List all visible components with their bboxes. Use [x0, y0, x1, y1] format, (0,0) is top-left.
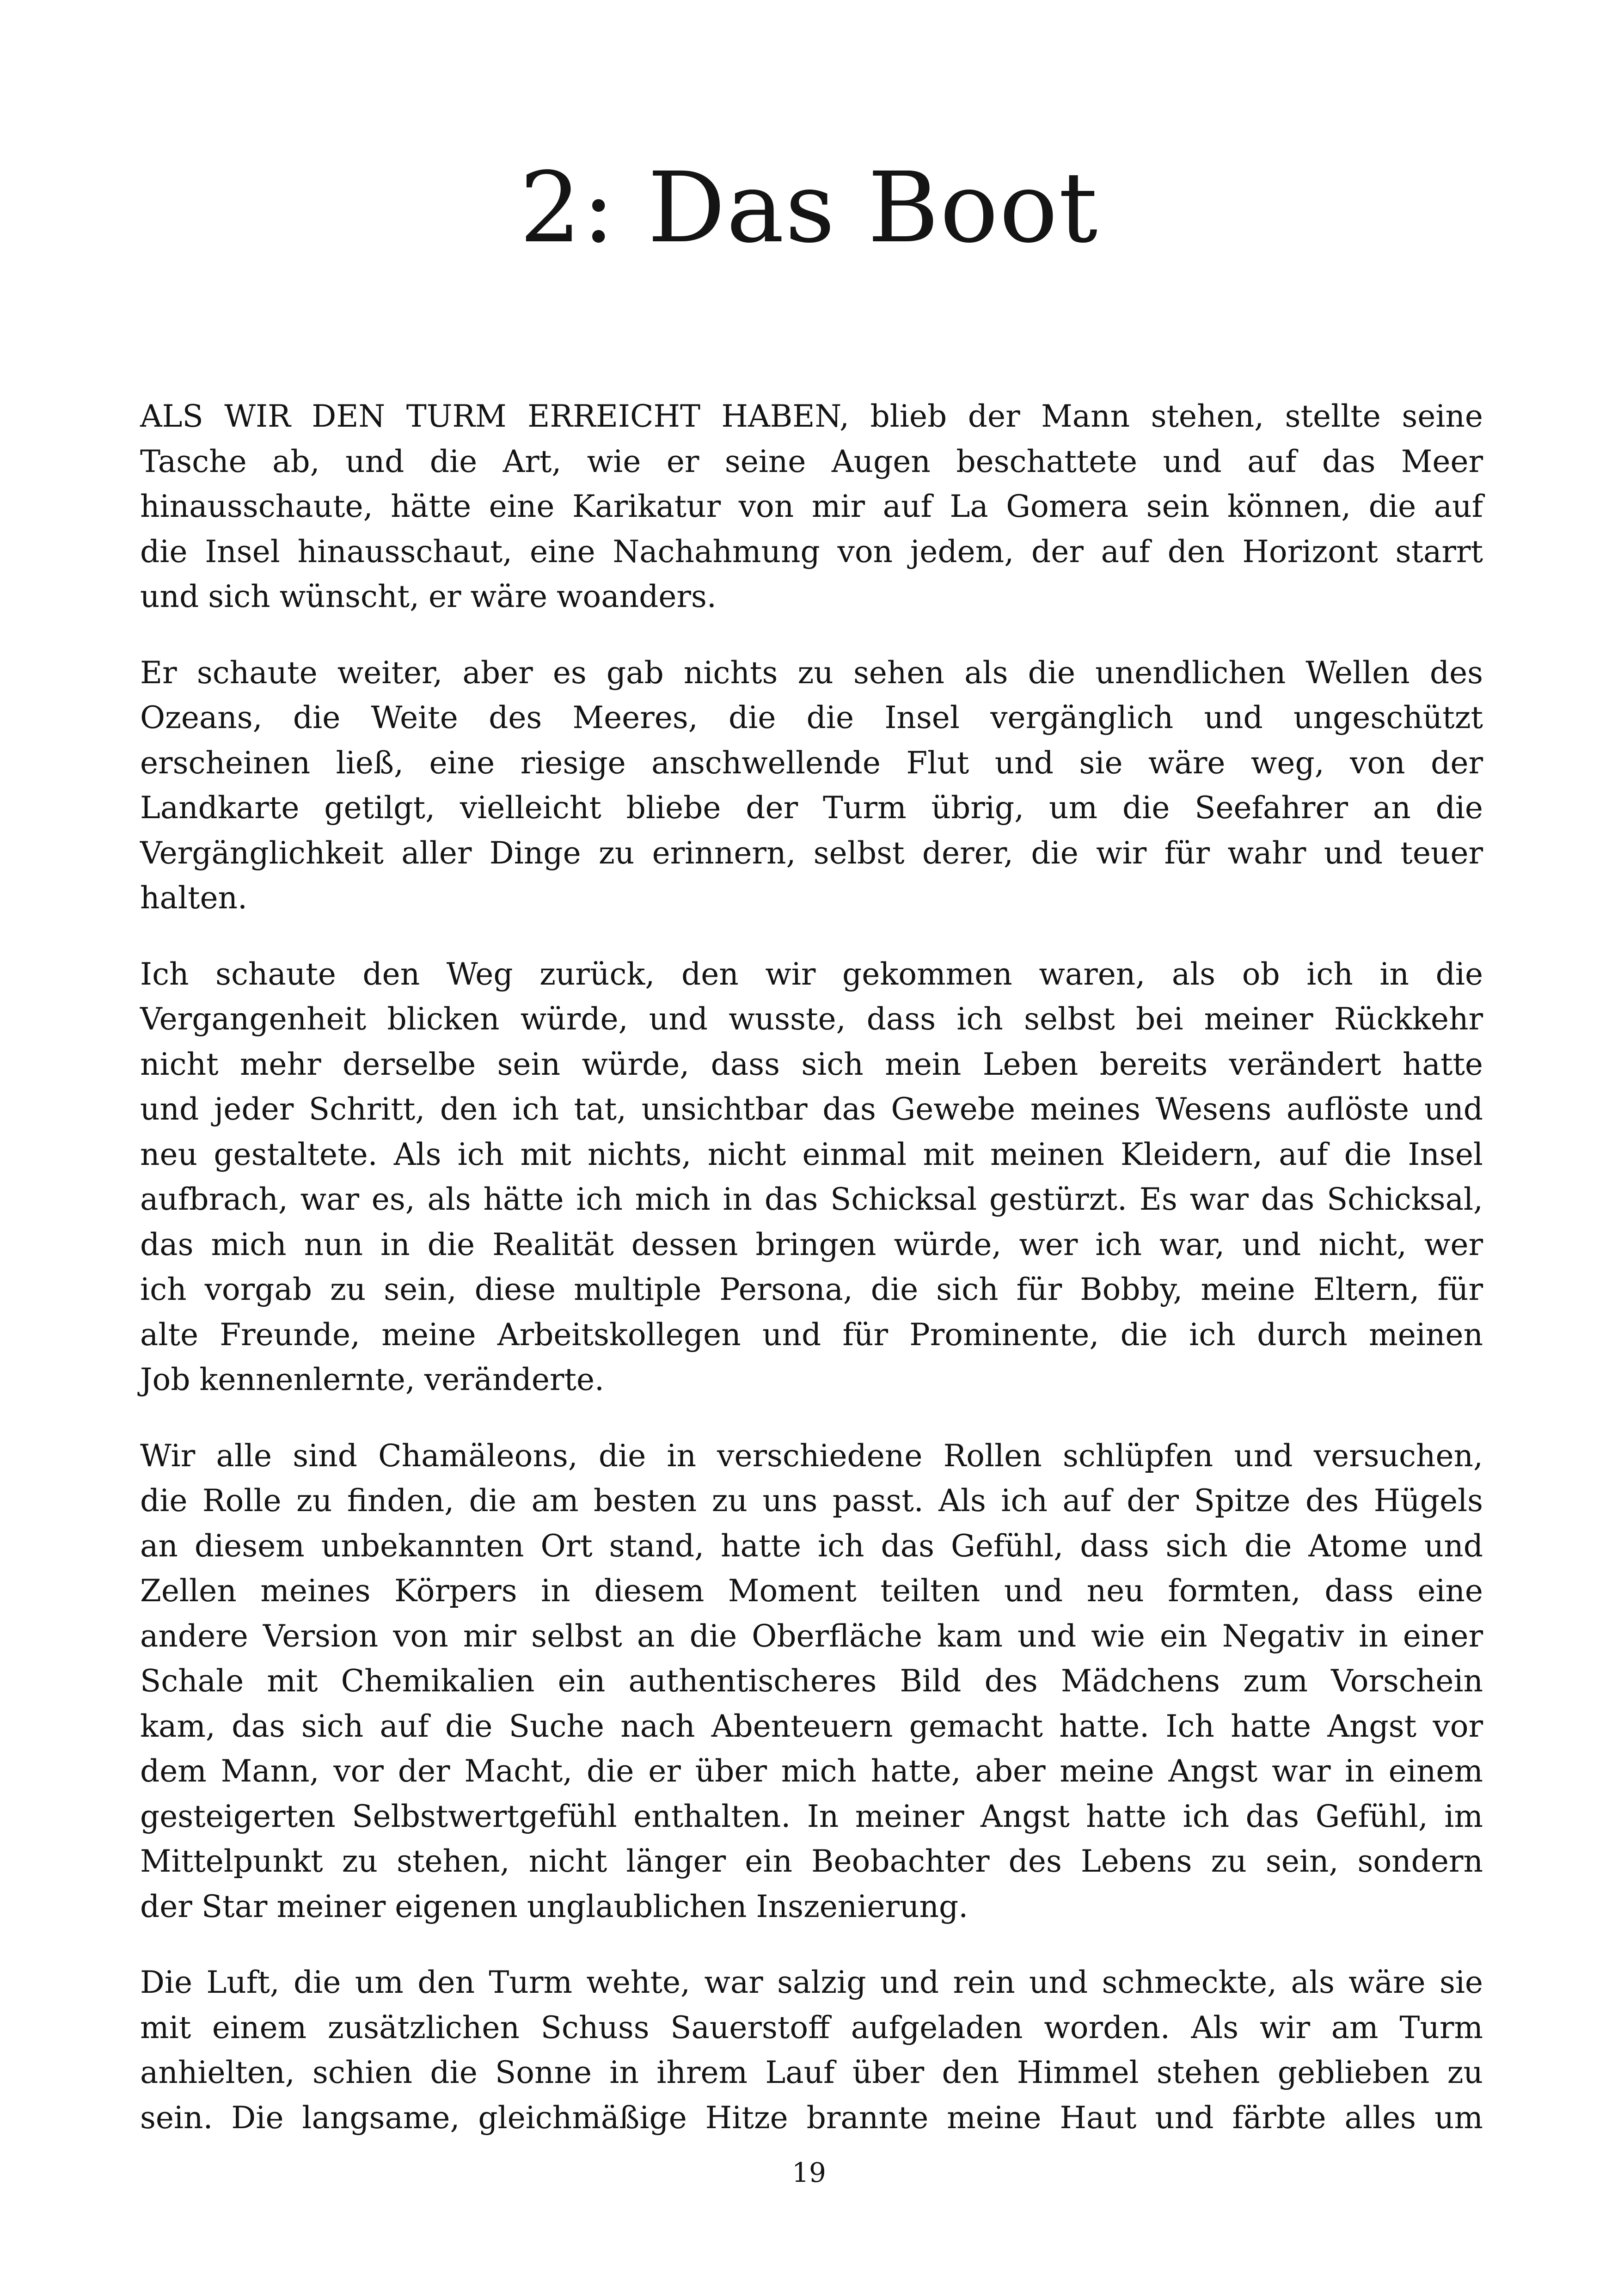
- text-line: Tasche ab, und die Art, wie er seine Augen beschattete und auf das Meer: [140, 443, 1483, 479]
- text-line: Wir alle sind Chamäleons, die in verschiedene Rollen schlüpfen und versuchen,: [140, 1438, 1483, 1474]
- text-line: anhielten, schien die Sonne in ihrem Lauf über den Himmel stehen geblieben zu: [140, 2055, 1483, 2090]
- paragraph-3: [140, 952, 1483, 1402]
- text-line: Ozeans, die Weite des Meeres, die die Insel vergänglich und ungeschützt: [140, 700, 1483, 735]
- text-line: erscheinen ließ, eine riesige anschwellende Flut und sie wäre weg, von der: [140, 745, 1483, 781]
- text-line: und jeder Schritt, den ich tat, unsichtbar das Gewebe meines Wesens auflöste und: [140, 1091, 1483, 1127]
- text-line: mit einem zusätzlichen Schuss Sauerstoff aufgeladen worden. Als wir am Turm: [140, 2009, 1483, 2045]
- text-line: nicht mehr derselbe sein würde, dass sich mein Leben bereits verändert hatte: [140, 1046, 1483, 1082]
- text-line: gesteigerten Selbstwertgefühl enthalten. In meiner Angst hatte ich das Gefühl, im: [140, 1798, 1483, 1834]
- text-line: sein. Die langsame, gleichmäßige Hitze brannte meine Haut und färbte alles um: [140, 2100, 1483, 2136]
- text-line: Vergangenheit blicken würde, und wusste, dass ich selbst bei meiner Rückkehr: [140, 1001, 1483, 1037]
- text-line: Er schaute weiter, aber es gab nichts zu sehen als die unendlichen Wellen des: [140, 655, 1483, 691]
- text-line: ALS WIR DEN TURM ERREICHT HABEN, blieb der Mann stehen, stellte seine: [140, 398, 1483, 434]
- text-line: ich vorgab zu sein, diese multiple Persona, die sich für Bobby, meine Eltern, für: [140, 1272, 1483, 1307]
- text-line: Vergänglichkeit aller Dinge zu erinnern, selbst derer, die wir für wahr und teuer: [140, 835, 1483, 871]
- text-line: aufbrach, war es, als hätte ich mich in das Schicksal gestürzt. Es war das Schicksal,: [140, 1182, 1483, 1217]
- page-number: 19: [792, 2157, 826, 2188]
- chapter-title: 2: Das Boot: [519, 151, 1099, 264]
- text-line: an diesem unbekannten Ort stand, hatte ich das Gefühl, dass sich die Atome und: [140, 1528, 1483, 1564]
- chapter-text: [140, 394, 1483, 2171]
- text-line: Zellen meines Körpers in diesem Moment teilten und neu formten, dass eine: [140, 1573, 1483, 1609]
- text-line: hinausschaute, hätte eine Karikatur von mir auf La Gomera sein können, die auf: [140, 489, 1483, 524]
- text-line: und sich wünscht, er wäre woanders.: [140, 579, 717, 614]
- text-line: alte Freunde, meine Arbeitskollegen und für Prominente, die ich durch meinen: [140, 1316, 1483, 1353]
- text-line: Ich schaute den Weg zurück, den wir gekommen waren, als ob ich in die: [140, 956, 1483, 992]
- text-line: dem Mann, vor der Macht, die er über mich hatte, aber meine Angst war in einem: [140, 1753, 1483, 1789]
- text-line: Landkarte getilgt, vielleicht bliebe der Turm übrig, um die Seefahrer an die: [140, 790, 1483, 826]
- text-line: kam, das sich auf die Suche nach Abenteuern gemacht hatte. Ich hatte Angst vor: [140, 1708, 1483, 1744]
- paragraph-4: [140, 1433, 1483, 1929]
- paragraph-2: [140, 650, 1483, 921]
- text-line: Mittelpunkt zu stehen, nicht länger ein Beobachter des Lebens zu sein, sondern: [140, 1843, 1483, 1879]
- text-line: Die Luft, die um den Turm wehte, war salzig und rein und schmeckte, als wäre sie: [140, 1965, 1483, 2000]
- text-line: das mich nun in die Realität dessen bringen würde, wer ich war, und nicht, wer: [140, 1226, 1483, 1262]
- text-line: andere Version von mir selbst an die Oberfläche kam und wie ein Negativ in einer: [140, 1618, 1483, 1654]
- text-line: Job kennenlernte, veränderte.: [140, 1362, 604, 1397]
- text-line: der Star meiner eigenen unglaublichen Inszenierung.: [140, 1888, 968, 1924]
- text-line: halten.: [140, 880, 248, 916]
- text-line: Schale mit Chemikalien ein authentischeres Bild des Mädchens zum Vorschein: [140, 1663, 1483, 1699]
- text-line: die Insel hinausschaut, eine Nachahmung von jedem, der auf den Horizont starrt: [140, 533, 1483, 569]
- text-line: die Rolle zu finden, die am besten zu uns passt. Als ich auf der Spitze des Hügels: [140, 1483, 1483, 1518]
- paragraph-5: [140, 1960, 1483, 2140]
- text-line: neu gestaltete. Als ich mit nichts, nicht einmal mit meinen Kleidern, auf die Insel: [140, 1136, 1483, 1172]
- paragraph-1: [140, 394, 1483, 619]
